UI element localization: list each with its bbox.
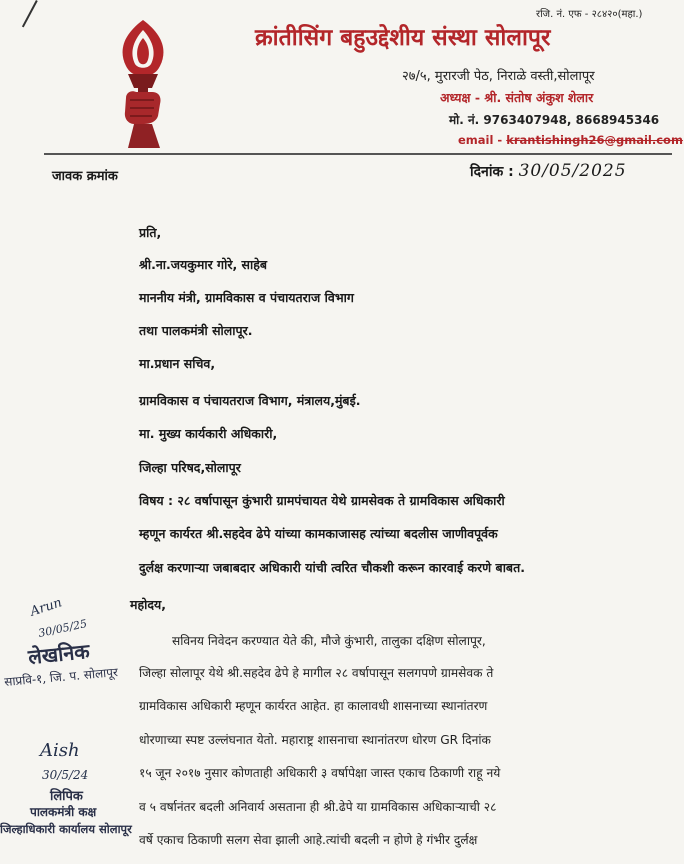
body-line-1: सविनय निवेदन करण्यात येते की, मौजे कुंभारी, तालुका दक्षिण सोलापूर, [172, 634, 486, 648]
addressee-prati: प्रति, [139, 225, 162, 240]
body-line-3: ग्रामविकास अधिकारी म्हणून कार्यरत आहेत. हा कालावधी शासनाच्या स्थानांतरण [139, 699, 488, 713]
inward-number-label: जावक क्रमांक [52, 169, 118, 184]
body-line-6: व ५ वर्षानंतर बदली अनिवार्य असताना ही श्री.ढेपे या ग्रामविकास अधिकाऱ्याची २८ [139, 800, 497, 814]
body-line-7: वर्षे एकाच ठिकाणी सलग सेवा झाली आहे.त्यांची बदली न होणे हे गंभीर दुर्लक्ष [139, 833, 478, 847]
body-line-5: १५ जून २०१७ नुसार कोणताही अधिकारी ३ वर्षापेक्षा जास्त एकाच ठिकाणी राहू नये [139, 766, 501, 780]
stamp-date-1: 30/05/25 [37, 617, 89, 640]
stamp-branch: साप्रवि-१, जि. प. सोलापूर [3, 665, 119, 689]
addressee-line-2: माननीय मंत्री, ग्रामविकास व पंचायतराज विभाग [139, 290, 354, 305]
stamp-signature-2: Aish [40, 740, 80, 761]
org-mobile: मो. नं. 9763407948, 8668945346 [449, 113, 660, 127]
addressee-line-3: तथा पालकमंत्री सोलापूर. [139, 323, 253, 338]
addressee-line-7: जिल्हा परिषद,सोलापूर [139, 460, 241, 475]
subject-line-3: दुर्लक्ष करणाऱ्या जबाबदार अधिकारी यांची त्वरित चौकशी करून कारवाई करणे बाबत. [139, 560, 525, 575]
letter-date [470, 161, 627, 181]
email-label: email - [458, 133, 507, 147]
org-address: २७/५, मुरारजी पेठ, निराळे वस्ती,सोलापूर [402, 69, 595, 84]
org-name: क्रांतीसिंग बहुउद्देशीय संस्था सोलापूर [255, 25, 551, 51]
body-line-4: धोरणाच्या स्पष्ट उल्लंघनात येतो. महाराष्ट्र शासनाचा स्थानांतरण धोरण GR दिनांक [139, 733, 491, 747]
date-label: दिनांक : [470, 164, 519, 180]
addressee-line-1: श्री.ना.जयकुमार गोरे, साहेब [139, 257, 268, 272]
addressee-line-6: मा. मुख्य कार्यकारी अधिकारी, [139, 426, 278, 441]
letterhead-divider [44, 153, 672, 155]
salutation: महोदय, [130, 597, 166, 612]
stamp-initials: Arun [28, 595, 64, 620]
email-value: krantishingh26@gmail.com [506, 133, 683, 147]
addressee-line-5: ग्रामविकास व पंचायतराज विभाग, मंत्रालय,मुंबई. [139, 393, 361, 408]
date-value: 30/05/2025 [518, 161, 627, 181]
stamp-guardian-office: पालकमंत्री कक्ष [30, 805, 97, 819]
stamp-lekhnik: लेखनिक [26, 638, 91, 670]
stamp-collector-office: जिल्हाधिकारी कार्यालय सोलापूर [0, 822, 132, 836]
org-email [458, 133, 683, 147]
stamp-lipik: लिपिक [50, 789, 83, 804]
body-line-2: जिल्हा सोलापूर येथे श्री.सहदेव ढेपे हे मागील २८ वर्षापासून सलगपणे ग्रामसेवक ते [139, 666, 494, 680]
stamp-date-2: 30/5/24 [42, 768, 89, 782]
torch-fist-icon [104, 16, 182, 148]
subject-line-2: म्हणून कार्यरत श्री.सहदेव ढेपे यांच्या कामकाजासह त्यांच्या बदलीस जाणीवपूर्वक [139, 526, 498, 541]
registration-number: रजि. नं. एफ - २८४२०(महा.) [536, 9, 643, 20]
addressee-line-4: मा.प्रधान सचिव, [139, 356, 216, 371]
org-president: अध्यक्ष - श्री. संतोष अंकुश शेलार [440, 90, 594, 105]
subject-line-1: विषय : २८ वर्षापासून कुंभारी ग्रामपंचायत येथे ग्रामसेवक ते ग्रामविकास अधिकारी [139, 493, 505, 508]
corner-mark [22, 0, 50, 34]
